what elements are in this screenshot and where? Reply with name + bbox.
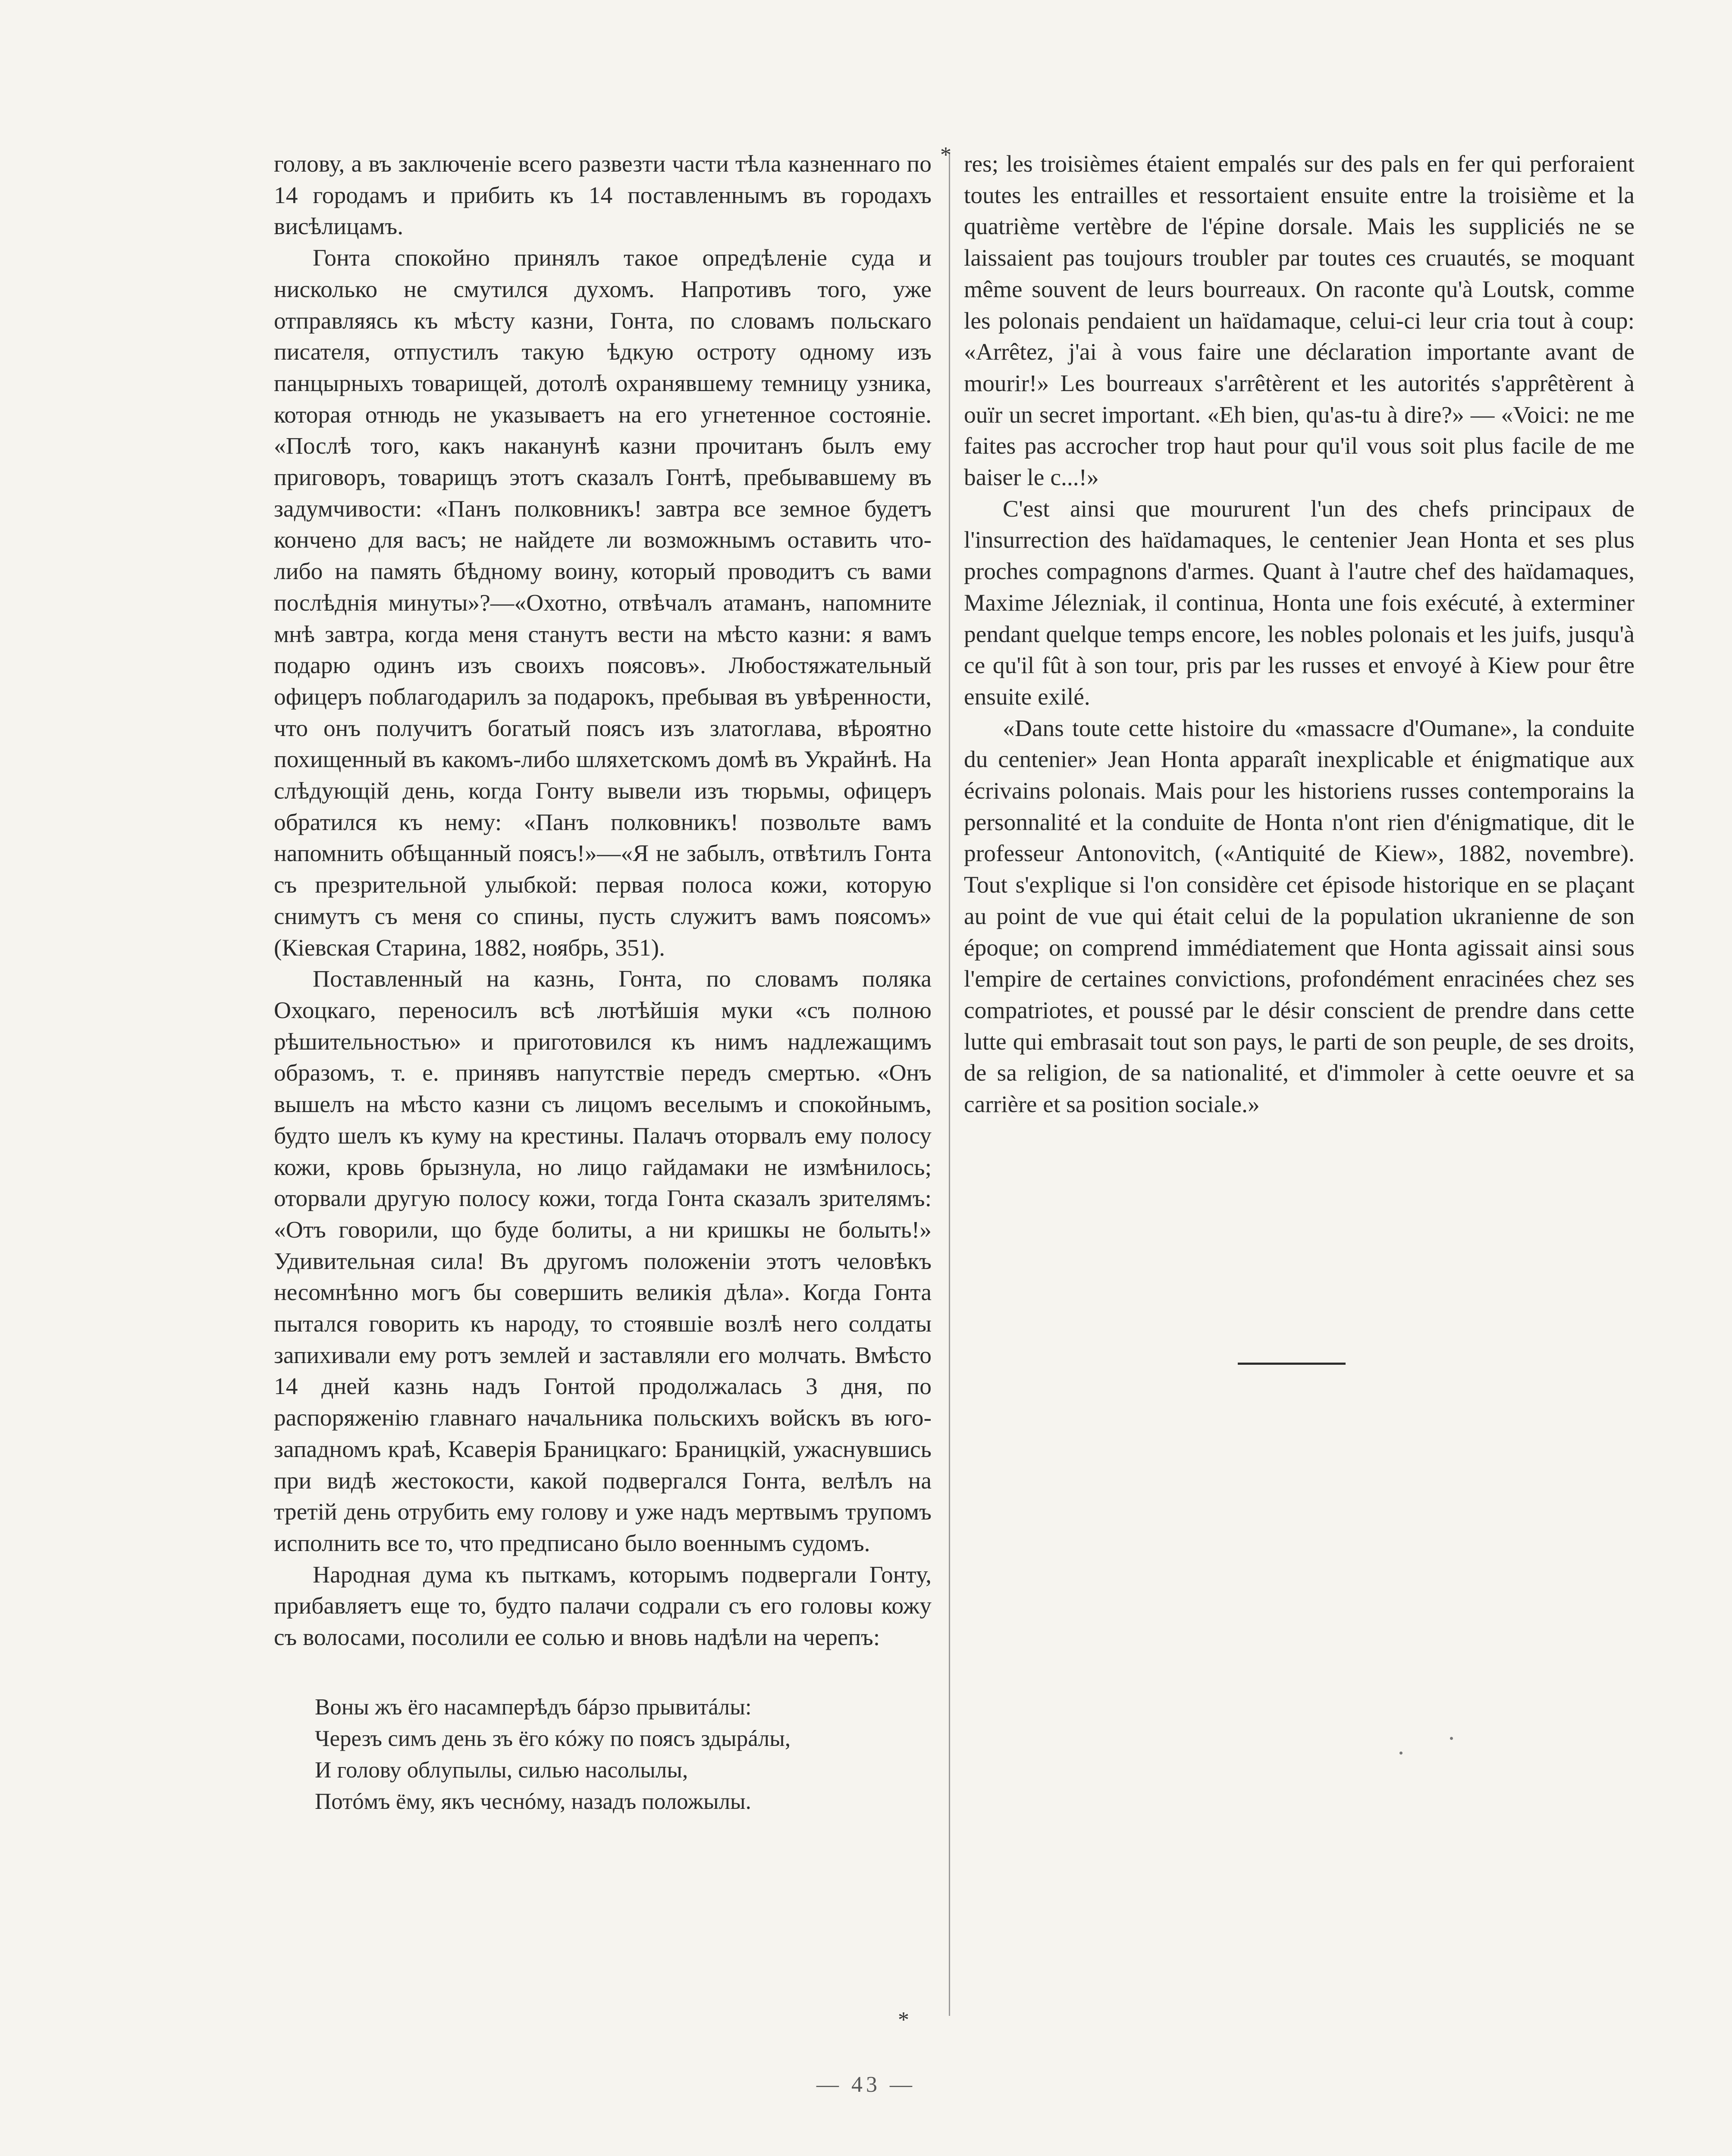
ornament-star-bottom: * (898, 2008, 909, 2032)
right-paragraph-2: C'est ainsi que moururent l'un des chefs principaux de l'insurrection des haïdamaques, le centenier Jean Honta et ses plus proches compagnons d'armes. Quant à l'autre chef des haïdamaques, Maxime Jélezniak, il continua, Honta une fois exécuté, à exterminer pendant quelque temps encore, les nobles polonais et les juifs, jusqu'à ce qu'il fût à son tour, pris par les russes et envoyé à Kiew pour être ensuite exilé. (964, 495, 1635, 710)
speck-mark (1399, 1752, 1403, 1755)
verse-line: И голову облупылы, силью насолылы, (315, 1757, 688, 1783)
right-paragraph-3: «Dans toute cette histoire du «massacre d'Oumane», la conduite du centenier» Jean Honta apparaît inexplicable et énigmatique aux écrivains polonais. Mais pour les historiens russes contemporains la personnalité et la conduite de Honta n'ont rien d'énigmatique, dit le professeur Antonovitch, («Antiquité de Kiew», 1882, novembre). Tout s'explique si l'on considère cet épisode historique en se plaçant au point de vue qui était celui de la population ukranienne de son époque; on comprend immédiatement que Honta agissait ainsi sous l'empire de certaines convictions, profondément enracinées chez ses compatriotes, et poussé par le désir conscient de prendre dans cette lutte qui embrasait tout son pays, le parti de son peuple, de ses droits, de sa religion, de sa nationalité, et d'immoler à cette oeuvre et sa carrière et sa position sociale.» (964, 715, 1635, 1118)
column-divider-rule (949, 153, 950, 2016)
right-column (964, 149, 1635, 1121)
left-column (274, 149, 932, 1818)
folk-verse (274, 1692, 932, 1818)
left-paragraph-4: Народная дума къ пыткамъ, которымъ подвергали Гонту, прибавляетъ еще то, будто палачи содрали съ его головы кожу съ волосами, посолили ее солью и вновь надѣли на черепъ: (274, 1561, 932, 1651)
left-paragraph-3: Поставленный на казнь, Гонта, по словамъ поляка Охоцкаго, переносилъ всѣ лютѣйшія муки «съ полною рѣшительностью» и приготовился къ нимъ надлежащимъ образомъ, т. е. принявъ напутствіе передъ смертью. «Онъ вышелъ на мѣсто казни съ лицомъ веселымъ и спокойнымъ, будто шелъ къ куму на крестины. Палачъ оторвалъ ему полосу кожи, кровь брызнула, но лицо гайдамаки не измѣнилось; оторвали другую полосу кожи, тогда Гонта сказалъ зрителямъ: «Отъ говорили, що буде болиты, а ни кришкы не болыть!» Удивительная сила! Въ другомъ положеніи этотъ человѣкъ несомнѣнно могъ бы совершить великія дѣла». Когда Гонта пытался говорить къ народу, то стоявшіе возлѣ него солдаты запихивали ему ротъ землей и заставляли его молчать. Вмѣсто 14 дней казнь надъ Гонтой продолжалась 3 дня, по распоряженію главнаго начальника польскихъ войскъ въ юго-западномъ краѣ, Ксаверія Браницкаго: Браницкій, ужаснувшись при видѣ жестокости, какой подвергался Гонта, велѣлъ на третій день отрубить ему голову и уже надъ мертвымъ трупомъ исполнить все то, что предписано было военнымъ судомъ. (274, 966, 932, 1557)
left-paragraph-2: Гонта спокойно принялъ такое опредѣленіе суда и нисколько не смутился духомъ. Напротивъ того, уже отправляясь къ мѣсту казни, Гонта, по словамъ польскаго писателя, отпустилъ такую ѣдкую остроту одному изъ панцырныхъ товарищей, дотолѣ охранявшему темницу узника, которая отнюдь не указываетъ на его угнетенное состояніе. «Послѣ того, какъ наканунѣ казни прочитанъ былъ ему приговоръ, товарищъ этотъ сказалъ Гонтѣ, пребывавшему въ задумчивости: «Панъ полковникъ! завтра все земное будетъ кончено для васъ; не найдете ли возможнымъ оставить что-либо на память бѣдному воину, который проводитъ съ вами послѣднія минуты»?—«Охотно, отвѣчалъ атаманъ, напомните мнѣ завтра, когда меня станутъ вести на мѣсто казни: я вамъ подарю одинъ изъ своихъ поясовъ». Любостяжательный офицеръ поблагодарилъ за подарокъ, пребывая въ увѣренности, что онъ получитъ богатый поясъ изъ златоглава, вѣроятно похищенный въ какомъ-либо шляхетскомъ домѣ въ Украйнѣ. На слѣдующій день, когда Гонту вывели изъ тюрьмы, офицеръ обратился къ нему: «Панъ полковникъ! позвольте вамъ напомнить обѣщанный поясъ!»—«Я не забылъ, отвѣтилъ Гонта съ презрительной улыбкой: первая полоса кожи, которую снимутъ съ меня со спины, пусть служитъ вамъ поясомъ» (Кіевская Старина, 1882, ноябрь, 351). (274, 245, 932, 961)
verse-line: Черезъ симъ день зъ ёго кóжу по поясъ здырáлы, (315, 1726, 791, 1751)
right-paragraph-1: res; les troisièmes étaient empalés sur des pals en fer qui perforaient toutes les entrailles et ressortaient ensuite entre la troisième et la quatrième vertèbre de l'épine dorsale. Mais les suppliciés ne se laissaient pas toujours troubler par toutes ces cruautés, se moquant même souvent de leurs bourreaux. On raconte qu'à Loutsk, comme les polonais pendaient un haïdamaque, celui-ci leur cria tout à coup: «Arrêtez, j'ai à vous faire une déclaration importante avant de mourir!» Les bourreaux s'arrêtèrent et les autorités s'apprêtèrent à ouïr un secret important. «Eh bien, qu'as-tu à dire?» — «Voici: ne me faites pas accrocher trop haut pour qu'il vous soit plus facile de me baiser le c...!» (964, 151, 1635, 491)
ornament-star-top: * (940, 143, 951, 167)
verse-line: Потóмъ ёму, якъ чеснóму, назадъ положылы. (315, 1789, 751, 1814)
section-separator-rule (1238, 1363, 1346, 1365)
verse-line: Воны жъ ёго насамперѣдъ бáрзо прывитáлы: (315, 1694, 752, 1720)
left-paragraph-1: голову, а въ заключеніе всего развезти части тѣла казненнаго по 14 городамъ и прибить къ 14 поставленнымъ въ городахъ висѣлицамъ. (274, 151, 932, 240)
page-number: — 43 — (816, 2072, 916, 2097)
speck-mark (1450, 1737, 1453, 1740)
